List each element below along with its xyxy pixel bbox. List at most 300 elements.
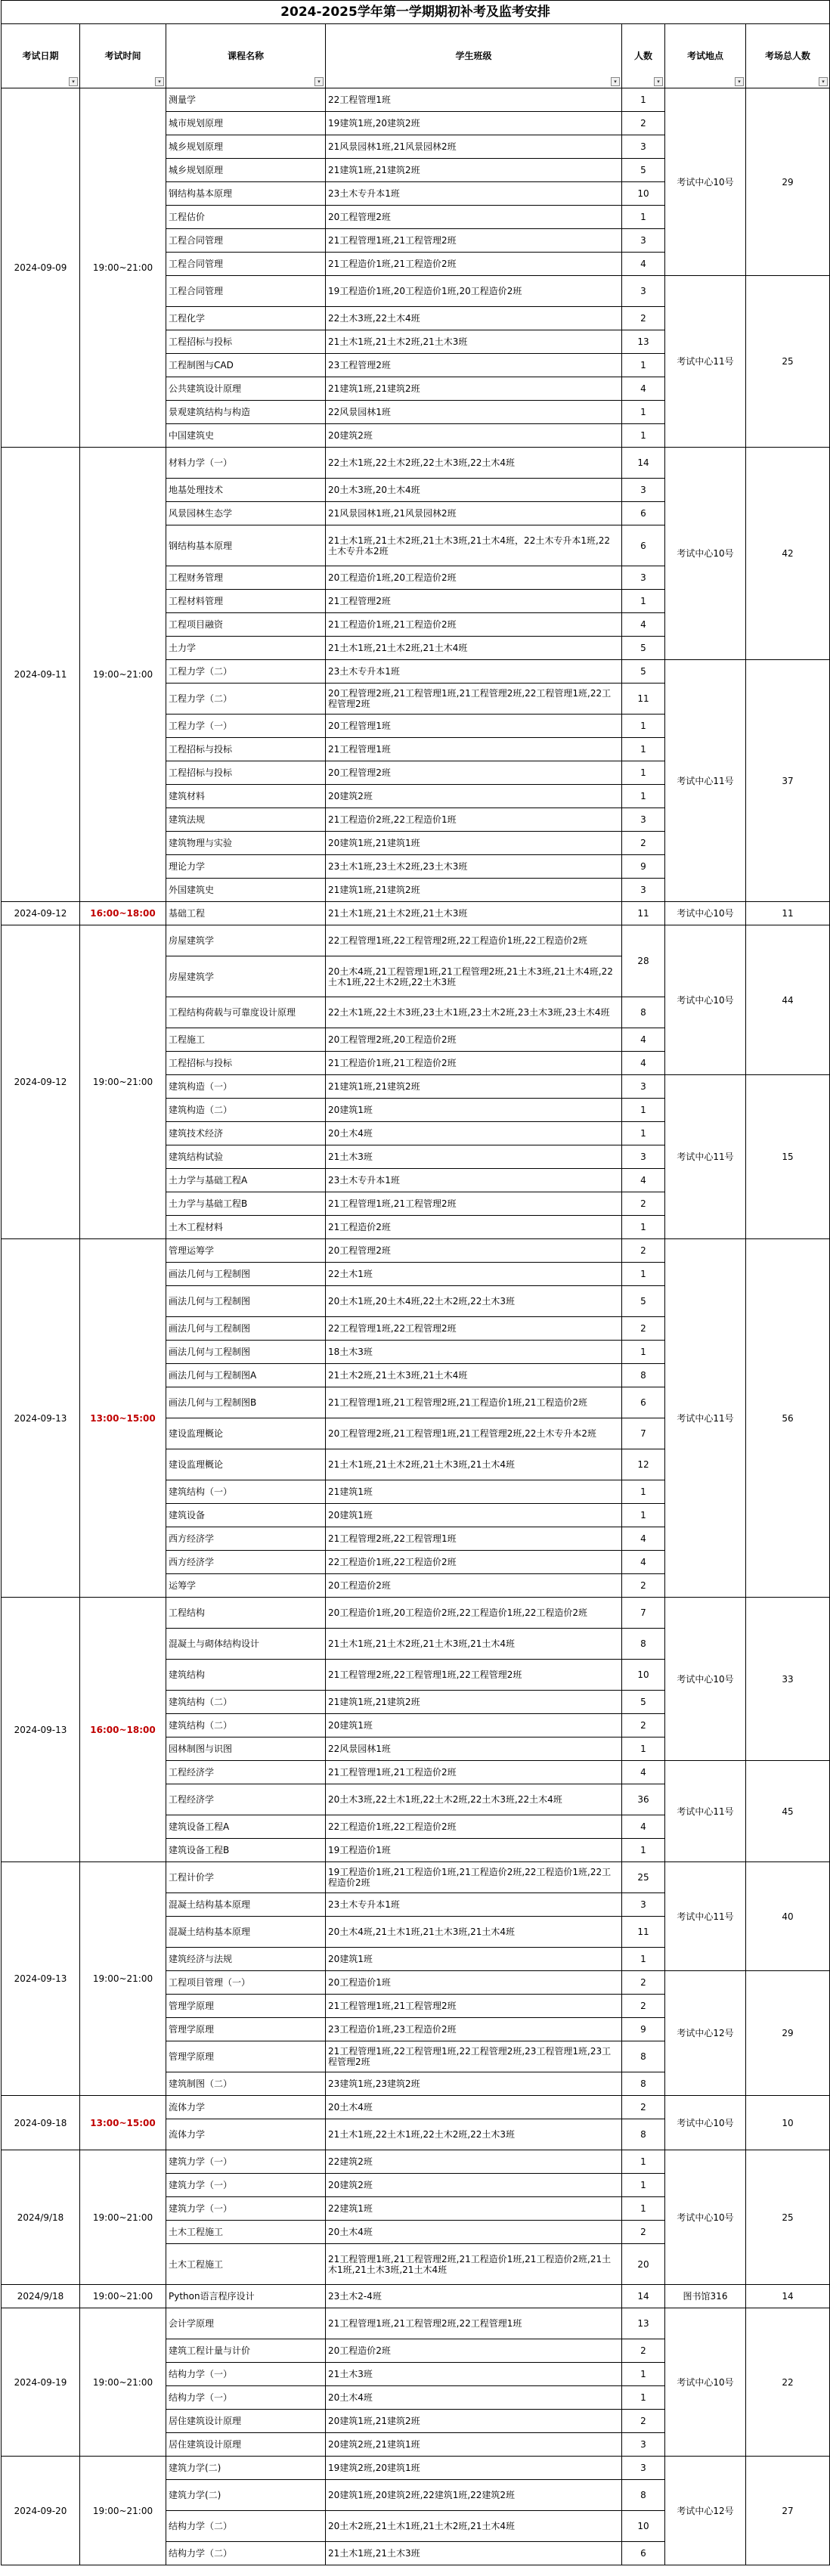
student-class-cell[interactable]: 21工程管理2班,22工程管理1班 <box>326 1527 622 1551</box>
student-count-cell[interactable]: 6 <box>622 1387 665 1418</box>
course-name-cell[interactable]: 建设监理概论 <box>166 1418 326 1449</box>
student-count-cell[interactable]: 5 <box>622 159 665 182</box>
student-class-cell[interactable]: 18土木3班 <box>326 1341 622 1364</box>
student-class-cell[interactable]: 22工程管理1班 <box>326 88 622 112</box>
room-total-cell[interactable]: 10 <box>746 2096 830 2150</box>
exam-location-cell[interactable]: 图书馆316 <box>665 2285 746 2308</box>
student-count-cell[interactable]: 2 <box>622 307 665 330</box>
course-name-cell[interactable]: 画法几何与工程制图B <box>166 1387 326 1418</box>
exam-location-cell[interactable]: 考试中心10号 <box>665 2096 746 2150</box>
exam-location-cell[interactable]: 考试中心11号 <box>665 1239 746 1598</box>
student-count-cell[interactable]: 11 <box>622 1917 665 1948</box>
student-class-cell[interactable]: 21建筑1班,21建筑2班 <box>326 377 622 401</box>
course-name-cell[interactable]: 运筹学 <box>166 1574 326 1598</box>
course-name-cell[interactable]: 房屋建筑学 <box>166 925 326 956</box>
student-count-cell[interactable]: 4 <box>622 1169 665 1192</box>
student-count-cell[interactable]: 1 <box>622 1216 665 1239</box>
exam-date-cell[interactable]: 2024/9/18 <box>2 2285 80 2308</box>
filter-dropdown-icon[interactable]: ▾ <box>611 77 620 86</box>
student-count-cell[interactable]: 2 <box>622 2410 665 2433</box>
course-name-cell[interactable]: 建筑制图（二） <box>166 2072 326 2096</box>
student-count-cell[interactable]: 11 <box>622 684 665 715</box>
course-name-cell[interactable]: 建筑力学（一） <box>166 2197 326 2221</box>
course-name-cell[interactable]: 结构力学（二） <box>166 2511 326 2542</box>
course-name-cell[interactable]: 西方经济学 <box>166 1527 326 1551</box>
student-class-cell[interactable]: 21土木1班,22土木1班,22土木2班,22土木3班 <box>326 2119 622 2150</box>
student-class-cell[interactable]: 19建筑1班,20建筑2班 <box>326 112 622 135</box>
course-name-cell[interactable]: 理论力学 <box>166 855 326 879</box>
student-class-cell[interactable]: 23土木专升本1班 <box>326 660 622 684</box>
course-name-cell[interactable]: 景观建筑结构与构造 <box>166 401 326 424</box>
student-count-cell[interactable]: 4 <box>622 1052 665 1075</box>
course-name-cell[interactable]: 结构力学（一） <box>166 2386 326 2410</box>
exam-time-cell[interactable]: 19:00~21:00 <box>80 2285 166 2308</box>
student-count-cell[interactable]: 2 <box>622 2221 665 2244</box>
room-total-cell[interactable]: 37 <box>746 660 830 902</box>
student-count-cell[interactable]: 2 <box>622 832 665 855</box>
course-name-cell[interactable]: 建筑构造（二） <box>166 1099 326 1122</box>
course-name-cell[interactable]: 建筑结构（一） <box>166 1480 326 1504</box>
room-total-cell[interactable]: 14 <box>746 2285 830 2308</box>
course-name-cell[interactable]: 画法几何与工程制图 <box>166 1341 326 1364</box>
student-count-cell[interactable]: 5 <box>622 660 665 684</box>
student-class-cell[interactable]: 23土木1班,23土木2班,23土木3班 <box>326 855 622 879</box>
room-total-cell[interactable]: 42 <box>746 448 830 660</box>
student-count-cell[interactable]: 3 <box>622 479 665 502</box>
student-count-cell[interactable]: 9 <box>622 2018 665 2041</box>
exam-date-cell[interactable]: 2024-09-19 <box>2 2308 80 2457</box>
student-count-cell[interactable]: 3 <box>622 1075 665 1099</box>
course-name-cell[interactable]: 土力学与基础工程B <box>166 1192 326 1216</box>
course-name-cell[interactable]: 城乡规划原理 <box>166 159 326 182</box>
exam-time-cell[interactable]: 19:00~21:00 <box>80 1862 166 2096</box>
exam-location-cell[interactable]: 考试中心11号 <box>665 660 746 902</box>
student-count-cell[interactable]: 1 <box>622 88 665 112</box>
course-name-cell[interactable]: 外国建筑史 <box>166 879 326 902</box>
student-count-cell[interactable]: 1 <box>622 1839 665 1862</box>
course-name-cell[interactable]: 工程力学（二） <box>166 660 326 684</box>
course-name-cell[interactable]: 钢结构基本原理 <box>166 525 326 566</box>
student-count-cell[interactable]: 1 <box>622 1737 665 1761</box>
student-class-cell[interactable]: 21建筑1班,21建筑2班 <box>326 1691 622 1714</box>
filter-dropdown-icon[interactable]: ▾ <box>819 77 828 86</box>
course-name-cell[interactable]: 结构力学（二） <box>166 2542 326 2565</box>
student-class-cell[interactable]: 20建筑2班 <box>326 424 622 448</box>
course-name-cell[interactable]: 工程化学 <box>166 307 326 330</box>
student-class-cell[interactable]: 21工程造价2班,22工程造价1班 <box>326 808 622 832</box>
exam-date-cell[interactable]: 2024-09-13 <box>2 1239 80 1598</box>
room-total-cell[interactable]: 15 <box>746 1075 830 1239</box>
student-count-cell[interactable]: 5 <box>622 1286 665 1317</box>
student-count-cell[interactable]: 1 <box>622 761 665 785</box>
student-class-cell[interactable]: 22建筑1班 <box>326 2197 622 2221</box>
course-name-cell[interactable]: 工程合同管理 <box>166 229 326 253</box>
student-count-cell[interactable]: 13 <box>622 2308 665 2339</box>
student-count-cell[interactable]: 5 <box>622 1691 665 1714</box>
header-exam-time[interactable] <box>80 24 166 88</box>
student-class-cell[interactable]: 20土木4班 <box>326 2221 622 2244</box>
student-class-cell[interactable]: 22工程管理1班,22工程管理2班 <box>326 1317 622 1341</box>
student-count-cell[interactable]: 8 <box>622 2480 665 2511</box>
course-name-cell[interactable]: 建筑力学(二) <box>166 2480 326 2511</box>
student-count-cell[interactable]: 1 <box>622 1122 665 1145</box>
student-count-cell[interactable]: 2 <box>622 1971 665 1995</box>
exam-location-cell[interactable]: 考试中心11号 <box>665 1761 746 1862</box>
header-exam-date[interactable] <box>2 24 80 88</box>
course-name-cell[interactable]: 结构力学（一） <box>166 2363 326 2386</box>
student-class-cell[interactable]: 20建筑1班 <box>326 1948 622 1971</box>
student-count-cell[interactable]: 4 <box>622 1028 665 1052</box>
course-name-cell[interactable]: 建筑力学(二) <box>166 2457 326 2480</box>
room-total-cell[interactable]: 27 <box>746 2457 830 2565</box>
exam-time-cell[interactable]: 19:00~21:00 <box>80 925 166 1239</box>
student-class-cell[interactable]: 20土木4班 <box>326 2386 622 2410</box>
course-name-cell[interactable]: 测量学 <box>166 88 326 112</box>
student-class-cell[interactable]: 21土木1班,21土木2班,21土木4班 <box>326 637 622 660</box>
student-class-cell[interactable]: 20工程造价2班 <box>326 1574 622 1598</box>
student-count-cell[interactable]: 4 <box>622 1761 665 1784</box>
student-class-cell[interactable]: 22土木1班 <box>326 1263 622 1286</box>
student-count-cell[interactable]: 12 <box>622 1449 665 1480</box>
student-class-cell[interactable]: 20土木1班,20土木4班,22土木2班,22土木3班 <box>326 1286 622 1317</box>
student-count-cell[interactable]: 3 <box>622 808 665 832</box>
course-name-cell[interactable]: 钢结构基本原理 <box>166 182 326 206</box>
student-count-cell[interactable]: 5 <box>622 637 665 660</box>
student-class-cell[interactable]: 20建筑2班,21建筑1班 <box>326 2433 622 2457</box>
course-name-cell[interactable]: 建筑力学（一） <box>166 2150 326 2174</box>
student-class-cell[interactable]: 21工程管理2班,22工程管理1班,22工程管理2班 <box>326 1660 622 1691</box>
student-class-cell[interactable]: 20建筑1班 <box>326 1504 622 1527</box>
course-name-cell[interactable]: 混凝土与砌体结构设计 <box>166 1629 326 1660</box>
course-name-cell[interactable]: 画法几何与工程制图 <box>166 1286 326 1317</box>
student-count-cell[interactable]: 2 <box>622 112 665 135</box>
student-class-cell[interactable]: 20建筑1班 <box>326 1714 622 1737</box>
student-class-cell[interactable]: 21工程管理1班,21工程管理2班,21工程造价1班,21工程造价2班 <box>326 1387 622 1418</box>
course-name-cell[interactable]: 建筑经济与法规 <box>166 1948 326 1971</box>
course-name-cell[interactable]: 工程经济学 <box>166 1761 326 1784</box>
student-class-cell[interactable]: 20土木3班,22土木1班,22土木2班,22土木3班,22土木4班 <box>326 1784 622 1815</box>
student-class-cell[interactable]: 22土木1班,22土木3班,23土木1班,23土木2班,23土木3班,23土木4班 <box>326 997 622 1028</box>
header-location[interactable] <box>665 24 746 88</box>
student-count-cell[interactable]: 2 <box>622 1574 665 1598</box>
student-class-cell[interactable]: 23工程管理2班 <box>326 354 622 377</box>
course-name-cell[interactable]: 流体力学 <box>166 2096 326 2119</box>
student-count-cell[interactable]: 1 <box>622 1480 665 1504</box>
course-name-cell[interactable]: 土木工程施工 <box>166 2221 326 2244</box>
room-total-cell[interactable]: 22 <box>746 2308 830 2457</box>
course-name-cell[interactable]: 建筑材料 <box>166 785 326 808</box>
student-class-cell[interactable]: 22土木1班,22土木2班,22土木3班,22土木4班 <box>326 448 622 479</box>
room-total-cell[interactable]: 29 <box>746 88 830 276</box>
exam-date-cell[interactable]: 2024-09-13 <box>2 1862 80 2096</box>
student-class-cell[interactable]: 20工程管理2班,21工程管理1班,21工程管理2班,22工程管理1班,22工程管理2班 <box>326 684 622 715</box>
student-count-cell[interactable]: 3 <box>622 1893 665 1917</box>
student-class-cell[interactable]: 20土木2班,21土木1班,21土木2班,21土木4班 <box>326 2511 622 2542</box>
student-class-cell[interactable]: 20建筑2班 <box>326 785 622 808</box>
course-name-cell[interactable]: 土力学与基础工程A <box>166 1169 326 1192</box>
course-name-cell[interactable]: 建筑构造（一） <box>166 1075 326 1099</box>
exam-time-cell[interactable]: 16:00~18:00 <box>80 902 166 925</box>
student-count-cell[interactable]: 7 <box>622 1418 665 1449</box>
student-count-cell[interactable]: 2 <box>622 1192 665 1216</box>
student-class-cell[interactable]: 19工程造价1班 <box>326 1839 622 1862</box>
exam-time-cell[interactable]: 16:00~18:00 <box>80 1598 166 1862</box>
student-count-cell[interactable]: 10 <box>622 182 665 206</box>
student-class-cell[interactable]: 21建筑1班 <box>326 1480 622 1504</box>
student-class-cell[interactable]: 20土木4班 <box>326 2096 622 2119</box>
course-name-cell[interactable]: 工程招标与投标 <box>166 1052 326 1075</box>
student-count-cell[interactable]: 28 <box>622 925 665 997</box>
student-count-cell[interactable]: 1 <box>622 715 665 738</box>
student-class-cell[interactable]: 20工程造价1班 <box>326 1971 622 1995</box>
student-count-cell[interactable]: 1 <box>622 206 665 229</box>
student-count-cell[interactable]: 3 <box>622 1145 665 1169</box>
student-class-cell[interactable]: 20建筑1班,21建筑2班 <box>326 2410 622 2433</box>
student-count-cell[interactable]: 6 <box>622 2542 665 2565</box>
course-name-cell[interactable]: 画法几何与工程制图 <box>166 1263 326 1286</box>
exam-location-cell[interactable]: 考试中心10号 <box>665 88 746 276</box>
student-count-cell[interactable]: 2 <box>622 1317 665 1341</box>
course-name-cell[interactable]: 工程力学（一） <box>166 715 326 738</box>
exam-location-cell[interactable]: 考试中心10号 <box>665 902 746 925</box>
student-class-cell[interactable]: 21土木1班,21土木2班,21土木3班 <box>326 902 622 925</box>
student-class-cell[interactable]: 21土木1班,21土木2班,21土木3班 <box>326 330 622 354</box>
student-count-cell[interactable]: 6 <box>622 502 665 525</box>
exam-date-cell[interactable]: 2024-09-12 <box>2 925 80 1239</box>
student-count-cell[interactable]: 2 <box>622 1714 665 1737</box>
exam-time-cell[interactable]: 13:00~15:00 <box>80 2096 166 2150</box>
course-name-cell[interactable]: 建筑设备工程A <box>166 1815 326 1839</box>
student-count-cell[interactable]: 1 <box>622 1948 665 1971</box>
course-name-cell[interactable]: 建筑结构 <box>166 1660 326 1691</box>
student-class-cell[interactable]: 21建筑1班,21建筑2班 <box>326 1075 622 1099</box>
student-class-cell[interactable]: 22土木3班,22土木4班 <box>326 307 622 330</box>
course-name-cell[interactable]: 土木工程施工 <box>166 2244 326 2285</box>
student-class-cell[interactable]: 22工程造价1班,22工程造价2班 <box>326 1551 622 1574</box>
course-name-cell[interactable]: 工程材料管理 <box>166 590 326 613</box>
exam-date-cell[interactable]: 2024-09-13 <box>2 1598 80 1862</box>
student-count-cell[interactable]: 7 <box>622 1598 665 1629</box>
course-name-cell[interactable]: 工程招标与投标 <box>166 330 326 354</box>
student-count-cell[interactable]: 36 <box>622 1784 665 1815</box>
room-total-cell[interactable]: 33 <box>746 1598 830 1761</box>
course-name-cell[interactable]: 建筑结构试验 <box>166 1145 326 1169</box>
filter-dropdown-icon[interactable]: ▾ <box>69 77 78 86</box>
student-class-cell[interactable]: 21工程管理1班,21工程管理2班 <box>326 1192 622 1216</box>
exam-time-cell[interactable]: 19:00~21:00 <box>80 2457 166 2565</box>
exam-location-cell[interactable]: 考试中心10号 <box>665 925 746 1075</box>
student-class-cell[interactable]: 22风景园林1班 <box>326 401 622 424</box>
course-name-cell[interactable]: 工程招标与投标 <box>166 738 326 761</box>
course-name-cell[interactable]: 地基处理技术 <box>166 479 326 502</box>
course-name-cell[interactable]: 土力学 <box>166 637 326 660</box>
student-class-cell[interactable]: 23建筑1班,23建筑2班 <box>326 2072 622 2096</box>
exam-date-cell[interactable]: 2024/9/18 <box>2 2150 80 2285</box>
room-total-cell[interactable]: 25 <box>746 2150 830 2285</box>
student-count-cell[interactable]: 1 <box>622 785 665 808</box>
room-total-cell[interactable]: 29 <box>746 1971 830 2096</box>
student-count-cell[interactable]: 4 <box>622 253 665 276</box>
header-room-total[interactable] <box>746 24 830 88</box>
header-student-class[interactable] <box>326 24 622 88</box>
student-count-cell[interactable]: 10 <box>622 1660 665 1691</box>
course-name-cell[interactable]: 工程结构荷载与可靠度设计原理 <box>166 997 326 1028</box>
student-count-cell[interactable]: 2 <box>622 1239 665 1263</box>
course-name-cell[interactable]: 土木工程材料 <box>166 1216 326 1239</box>
student-count-cell[interactable]: 1 <box>622 2197 665 2221</box>
course-name-cell[interactable]: 管理学原理 <box>166 1995 326 2018</box>
course-name-cell[interactable]: 工程财务管理 <box>166 566 326 590</box>
exam-location-cell[interactable]: 考试中心10号 <box>665 1598 746 1761</box>
student-count-cell[interactable]: 1 <box>622 2363 665 2386</box>
student-class-cell[interactable]: 20土木3班,20土木4班 <box>326 479 622 502</box>
student-class-cell[interactable]: 19建筑2班,20建筑1班 <box>326 2457 622 2480</box>
course-name-cell[interactable]: 工程合同管理 <box>166 276 326 307</box>
student-class-cell[interactable]: 21工程管理1班,21工程管理2班 <box>326 1995 622 2018</box>
student-count-cell[interactable]: 13 <box>622 330 665 354</box>
course-name-cell[interactable]: 居住建筑设计原理 <box>166 2410 326 2433</box>
student-class-cell[interactable]: 20土木4班 <box>326 1122 622 1145</box>
student-class-cell[interactable]: 23土木2-4班 <box>326 2285 622 2308</box>
exam-location-cell[interactable]: 考试中心11号 <box>665 276 746 448</box>
student-class-cell[interactable]: 20工程管理2班 <box>326 761 622 785</box>
student-count-cell[interactable]: 3 <box>622 135 665 159</box>
exam-date-cell[interactable]: 2024-09-18 <box>2 2096 80 2150</box>
header-count[interactable] <box>622 24 665 88</box>
course-name-cell[interactable]: 混凝土结构基本原理 <box>166 1917 326 1948</box>
course-name-cell[interactable]: 管理运筹学 <box>166 1239 326 1263</box>
course-name-cell[interactable]: 工程项目管理（一） <box>166 1971 326 1995</box>
header-course-name[interactable] <box>166 24 326 88</box>
student-class-cell[interactable]: 20建筑1班 <box>326 1099 622 1122</box>
course-name-cell[interactable]: 居住建筑设计原理 <box>166 2433 326 2457</box>
course-name-cell[interactable]: 建筑法规 <box>166 808 326 832</box>
exam-location-cell[interactable]: 考试中心11号 <box>665 1075 746 1239</box>
exam-date-cell[interactable]: 2024-09-12 <box>2 902 80 925</box>
course-name-cell[interactable]: 工程合同管理 <box>166 253 326 276</box>
student-count-cell[interactable]: 9 <box>622 855 665 879</box>
student-class-cell[interactable]: 21工程造价2班 <box>326 1216 622 1239</box>
student-count-cell[interactable]: 1 <box>622 424 665 448</box>
course-name-cell[interactable]: 建筑结构（二） <box>166 1691 326 1714</box>
student-count-cell[interactable]: 3 <box>622 2433 665 2457</box>
course-name-cell[interactable]: 工程估价 <box>166 206 326 229</box>
student-count-cell[interactable]: 4 <box>622 377 665 401</box>
course-name-cell[interactable]: 建筑技术经济 <box>166 1122 326 1145</box>
room-total-cell[interactable]: 25 <box>746 276 830 448</box>
exam-date-cell[interactable]: 2024-09-11 <box>2 448 80 902</box>
student-class-cell[interactable]: 21风景园林1班,21风景园林2班 <box>326 135 622 159</box>
exam-location-cell[interactable]: 考试中心12号 <box>665 2457 746 2565</box>
course-name-cell[interactable]: 画法几何与工程制图A <box>166 1364 326 1387</box>
student-count-cell[interactable]: 3 <box>622 566 665 590</box>
room-total-cell[interactable]: 11 <box>746 902 830 925</box>
student-class-cell[interactable]: 21工程管理1班,21工程管理2班,21工程造价1班,21工程造价2班,21土木1班,21土木3班,21土木4班 <box>326 2244 622 2285</box>
student-count-cell[interactable]: 2 <box>622 1995 665 2018</box>
student-class-cell[interactable]: 20工程管理1班 <box>326 715 622 738</box>
student-class-cell[interactable]: 20工程造价1班,20工程造价2班,22工程造价1班,22工程造价2班 <box>326 1598 622 1629</box>
student-count-cell[interactable]: 1 <box>622 1504 665 1527</box>
student-class-cell[interactable]: 23土木专升本1班 <box>326 182 622 206</box>
student-count-cell[interactable]: 4 <box>622 613 665 637</box>
exam-time-cell[interactable]: 13:00~15:00 <box>80 1239 166 1598</box>
student-class-cell[interactable]: 23工程造价1班,23工程造价2班 <box>326 2018 622 2041</box>
course-name-cell[interactable]: 工程力学（二） <box>166 684 326 715</box>
student-count-cell[interactable]: 2 <box>622 2096 665 2119</box>
room-total-cell[interactable]: 56 <box>746 1239 830 1598</box>
student-class-cell[interactable]: 21工程造价1班,21工程造价2班 <box>326 613 622 637</box>
student-count-cell[interactable]: 14 <box>622 2285 665 2308</box>
exam-time-cell[interactable]: 19:00~21:00 <box>80 88 166 448</box>
student-count-cell[interactable]: 1 <box>622 1099 665 1122</box>
student-class-cell[interactable]: 23土木专升本1班 <box>326 1169 622 1192</box>
student-class-cell[interactable]: 20建筑1班,20建筑2班,22建筑1班,22建筑2班 <box>326 2480 622 2511</box>
student-count-cell[interactable]: 3 <box>622 276 665 307</box>
student-class-cell[interactable]: 21工程管理1班,21工程造价2班 <box>326 1761 622 1784</box>
student-class-cell[interactable]: 22风景园林1班 <box>326 1737 622 1761</box>
student-class-cell[interactable]: 21风景园林1班,21风景园林2班 <box>326 502 622 525</box>
student-class-cell[interactable]: 21工程管理1班,21工程管理2班 <box>326 229 622 253</box>
student-count-cell[interactable]: 3 <box>622 229 665 253</box>
course-name-cell[interactable]: 西方经济学 <box>166 1551 326 1574</box>
exam-location-cell[interactable]: 考试中心11号 <box>665 1862 746 1971</box>
course-name-cell[interactable]: 会计学原理 <box>166 2308 326 2339</box>
student-count-cell[interactable]: 8 <box>622 1364 665 1387</box>
student-class-cell[interactable]: 21工程造价1班,21工程造价2班 <box>326 1052 622 1075</box>
student-class-cell[interactable]: 20工程管理2班 <box>326 206 622 229</box>
student-class-cell[interactable]: 21工程造价1班,21工程造价2班 <box>326 253 622 276</box>
course-name-cell[interactable]: 管理学原理 <box>166 2041 326 2072</box>
course-name-cell[interactable]: 材料力学（一） <box>166 448 326 479</box>
course-name-cell[interactable]: 管理学原理 <box>166 2018 326 2041</box>
course-name-cell[interactable]: 城乡规划原理 <box>166 135 326 159</box>
exam-date-cell[interactable]: 2024-09-20 <box>2 2457 80 2565</box>
student-count-cell[interactable]: 1 <box>622 738 665 761</box>
student-class-cell[interactable]: 22工程造价1班,22工程造价2班 <box>326 1815 622 1839</box>
student-count-cell[interactable]: 1 <box>622 2150 665 2174</box>
student-class-cell[interactable]: 21工程管理1班,22工程管理1班,22工程管理2班,23工程管理1班,23工程管理2班 <box>326 2041 622 2072</box>
room-total-cell[interactable]: 45 <box>746 1761 830 1862</box>
student-count-cell[interactable]: 2 <box>622 2339 665 2363</box>
student-count-cell[interactable]: 3 <box>622 2457 665 2480</box>
exam-location-cell[interactable]: 考试中心10号 <box>665 448 746 660</box>
exam-location-cell[interactable]: 考试中心10号 <box>665 2308 746 2457</box>
room-total-cell[interactable]: 40 <box>746 1862 830 1971</box>
course-name-cell[interactable]: 建筑设备工程B <box>166 1839 326 1862</box>
course-name-cell[interactable]: 工程经济学 <box>166 1784 326 1815</box>
student-count-cell[interactable]: 4 <box>622 1527 665 1551</box>
course-name-cell[interactable]: 园林制图与识图 <box>166 1737 326 1761</box>
student-class-cell[interactable]: 20工程管理2班,21工程管理1班,21工程管理2班,22土木专升本2班 <box>326 1418 622 1449</box>
student-class-cell[interactable]: 21土木1班,21土木2班,21土木3班,21土木4班，22土木专升本1班,22土木专升本2班 <box>326 525 622 566</box>
student-count-cell[interactable]: 20 <box>622 2244 665 2285</box>
exam-time-cell[interactable]: 19:00~21:00 <box>80 2308 166 2457</box>
course-name-cell[interactable]: 基础工程 <box>166 902 326 925</box>
student-class-cell[interactable]: 21土木2班,21土木3班,21土木4班 <box>326 1364 622 1387</box>
student-class-cell[interactable]: 23土木专升本1班 <box>326 1893 622 1917</box>
course-name-cell[interactable]: 建筑设备 <box>166 1504 326 1527</box>
student-class-cell[interactable]: 22工程管理1班,22工程管理2班,22工程造价1班,22工程造价2班 <box>326 925 622 956</box>
student-class-cell[interactable]: 21土木3班 <box>326 2363 622 2386</box>
course-name-cell[interactable]: 画法几何与工程制图 <box>166 1317 326 1341</box>
course-name-cell[interactable]: 建设监理概论 <box>166 1449 326 1480</box>
student-count-cell[interactable]: 1 <box>622 1263 665 1286</box>
student-count-cell[interactable]: 8 <box>622 2119 665 2150</box>
filter-dropdown-icon[interactable]: ▾ <box>155 77 164 86</box>
course-name-cell[interactable]: 工程施工 <box>166 1028 326 1052</box>
student-class-cell[interactable]: 20建筑1班,21建筑1班 <box>326 832 622 855</box>
course-name-cell[interactable]: 房屋建筑学 <box>166 956 326 997</box>
